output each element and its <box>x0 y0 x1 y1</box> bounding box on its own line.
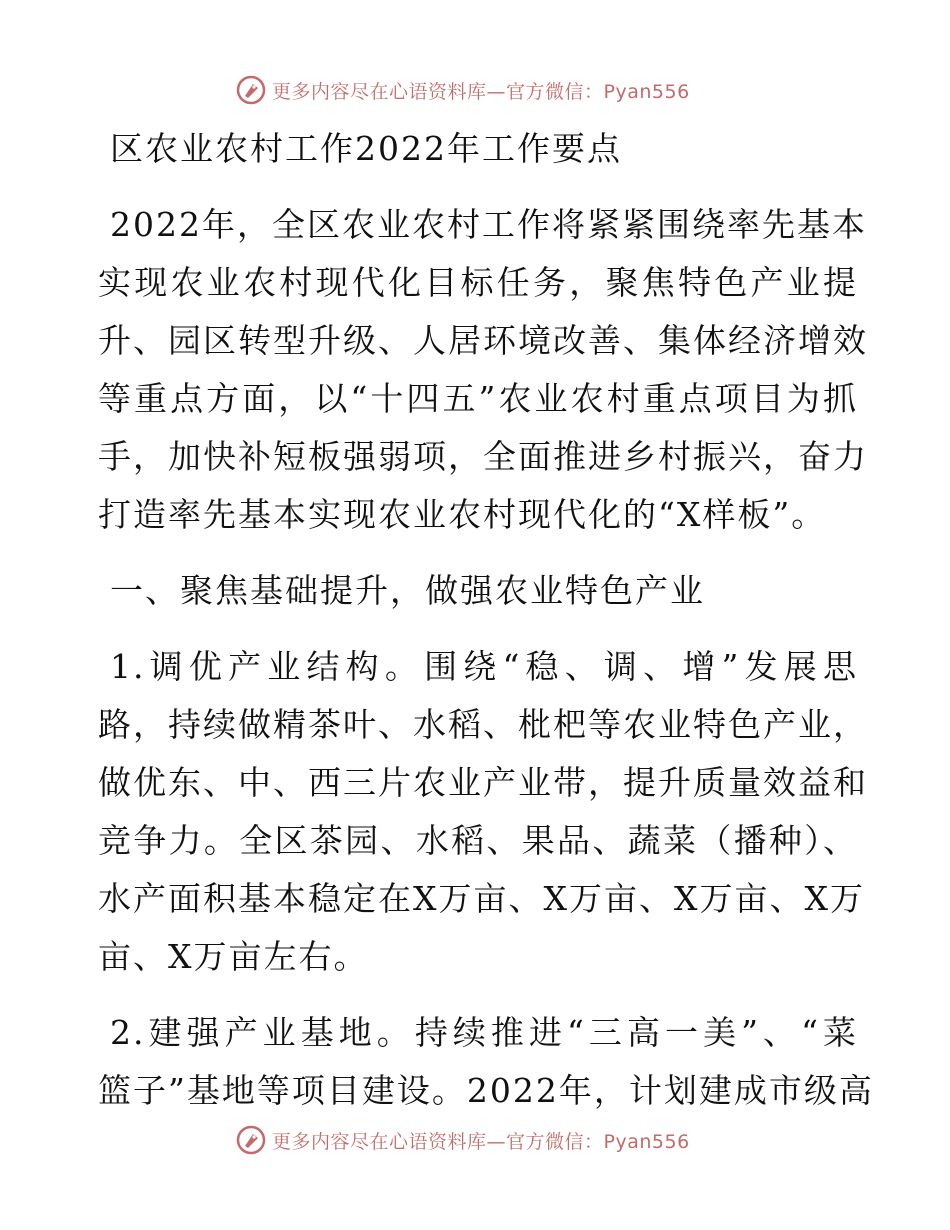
paragraph-line: 篮子”基地等项目建设。2022年，计划建成市级高 <box>98 1071 874 1110</box>
header-watermark <box>236 72 690 108</box>
document-body <box>98 120 874 1120</box>
paragraph-line: 实现农业农村现代化目标任务，聚焦特色产业提 <box>98 263 858 302</box>
watermark-text: 更多内容尽在心语资料库—官方微信：Pyan556 <box>272 80 690 103</box>
pen-nib-logo-icon <box>236 1125 266 1155</box>
paragraph-line: 亩、X万亩左右。 <box>98 937 369 976</box>
item-one-paragraph <box>98 638 868 986</box>
paragraph-line: 打造率先基本实现农业农村现代化的“X样板”。 <box>98 495 827 534</box>
paragraph-line: 2022年，全区农业农村工作将紧紧围绕率先基本 <box>110 205 867 244</box>
paragraph-line: 竞争力。全区茶园、水稻、果品、蔬菜（播种）、 <box>98 821 858 860</box>
paragraph-line: 等重点方面，以“十四五”农业农村重点项目为抓 <box>98 379 858 418</box>
paragraph-line: 1.调优产业结构。围绕“稳、调、增”发展思 <box>110 647 858 686</box>
pen-nib-logo-icon <box>236 75 266 105</box>
section-heading: 一、聚焦基础提升，做强农业特色产业 <box>110 571 705 610</box>
item-two-paragraph <box>98 1004 874 1120</box>
paragraph-line: 手，加快补短板强弱项，全面推进乡村振兴，奋力 <box>98 437 868 476</box>
paragraph-line: 2.建强产业基地。持续推进“三高一美”、“菜 <box>110 1013 858 1052</box>
paragraph-line: 路，持续做精茶叶、水稻、枇杷等农业特色产业， <box>98 705 868 744</box>
footer-watermark <box>236 1122 690 1158</box>
document-title: 区农业农村工作2022年工作要点 <box>110 129 622 168</box>
paragraph-line: 升、园区转型升级、人居环境改善、集体经济增效 <box>98 321 868 360</box>
watermark-text: 更多内容尽在心语资料库—官方微信：Pyan556 <box>272 1130 690 1153</box>
intro-paragraph <box>98 196 868 544</box>
paragraph-line: 水产面积基本稳定在X万亩、X万亩、X万亩、X万 <box>98 879 865 918</box>
paragraph-line: 做优东、中、西三片农业产业带，提升质量效益和 <box>98 763 868 802</box>
